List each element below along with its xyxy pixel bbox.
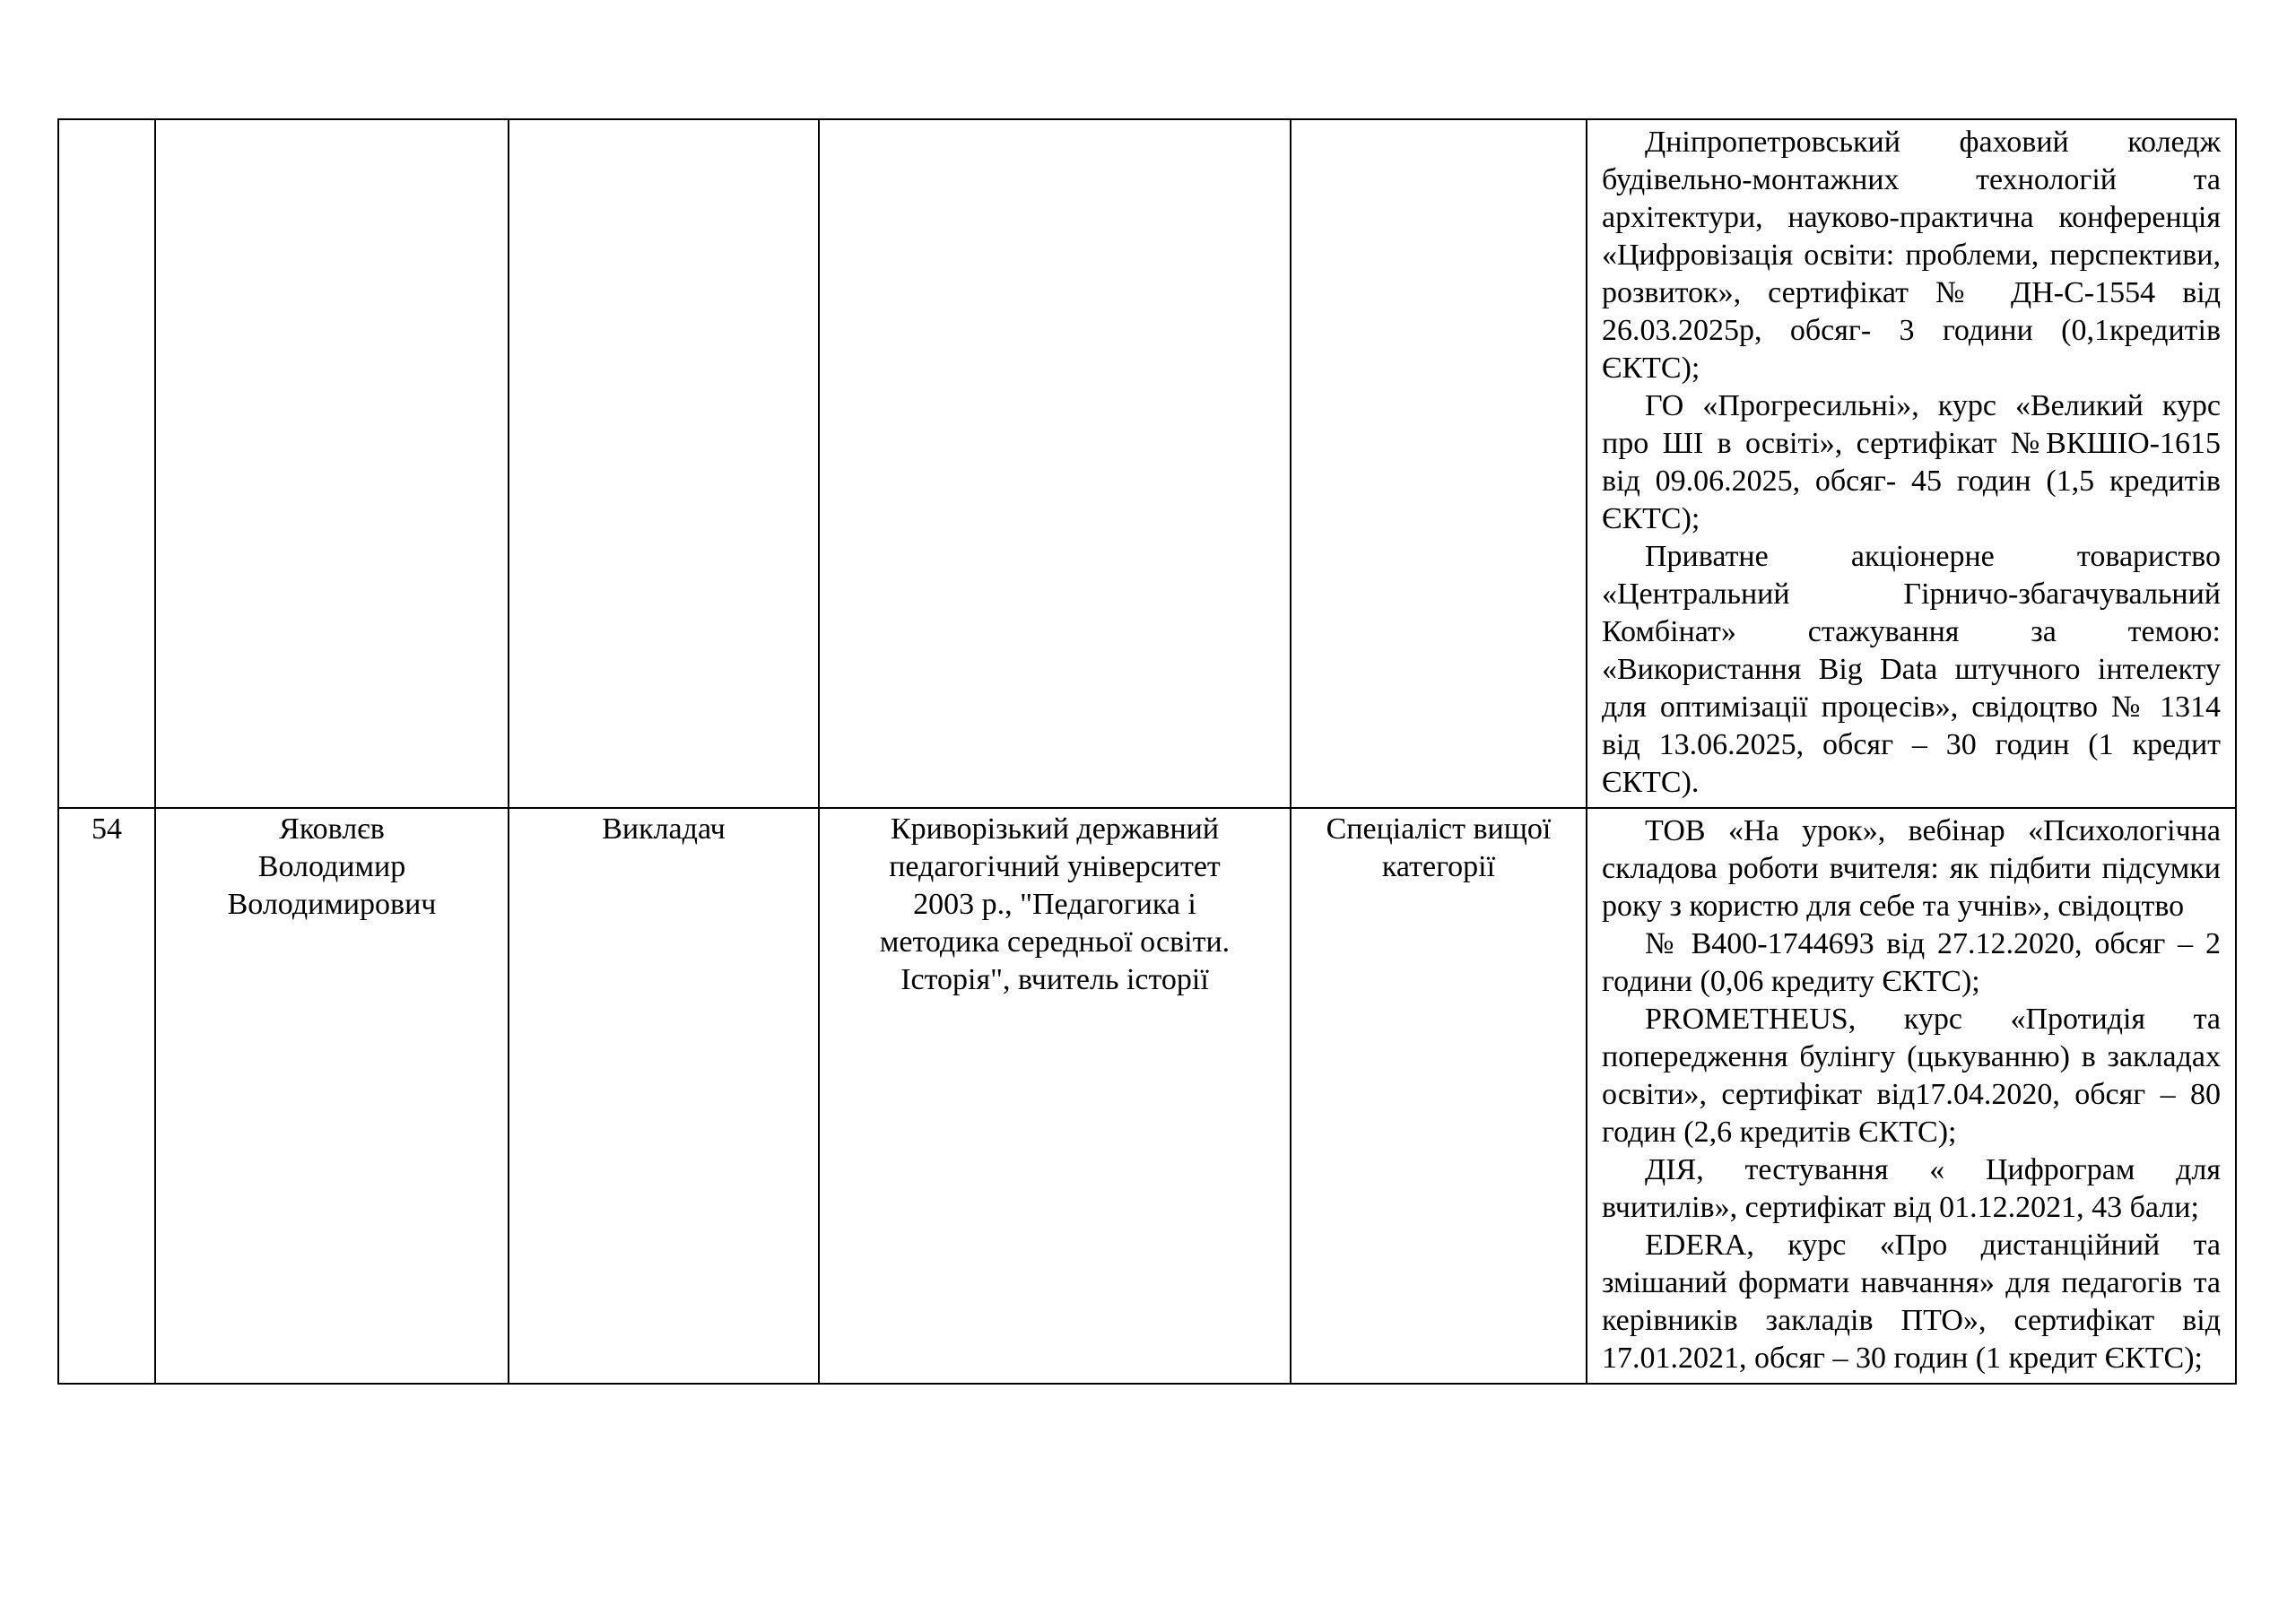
education-line: Історія", вчитель історії xyxy=(900,963,1209,996)
training-entry: ГО «Прогресильні», курс «Великий курс про ШІ в освіті», сертифікат №ВКШІО-1615 від 09.06.2025, обсяг- 45 годин (1,5 кредитів ЄКТС); xyxy=(1602,389,2221,535)
training-entry: ТОВ «На урок», вебінар «Психологічна складова роботи вчителя: як підбити підсумки року з користю для себе та учнів», свідоцтво xyxy=(1602,814,2221,923)
name-cell xyxy=(155,119,509,808)
education-cell xyxy=(819,808,1291,1384)
row-number-cell: 54 xyxy=(58,808,155,1384)
category-line: Спеціаліст вищої xyxy=(1326,812,1552,846)
first-name: Володимир xyxy=(257,850,406,883)
training-cell xyxy=(1587,119,2236,808)
category-cell xyxy=(1291,808,1587,1384)
training-entry: Приватне акціонерне товариство «Центральний Гірничо-збагачувальний Комбінат» стажування за темою: «Використання Big Data штучного інтелекту для оптимізації процесів», свідоцтво № 1314 від 13.06.2025, обсяг – 30 годин (1 кредит ЄКТС). xyxy=(1602,540,2221,799)
education-line: 2003 р., "Педагогика і xyxy=(913,888,1196,921)
patronymic: Володимирович xyxy=(227,888,437,921)
training-entry: EDERA, курс «Про дистанційний та змішаний формати навчання» для педагогів та керівників закладів ПТО», сертифікат від 17.01.2021, обсяг – 30 годин (1 кредит ЄКТС); xyxy=(1602,1229,2221,1375)
training-entry: PROMETHEUS, курс «Протидія та попередження булінгу (цькуванню) в закладах освіти», сертифікат від17.04.2020, обсяг – 80 годин (2,6 кредитів ЄКТС); xyxy=(1602,1003,2221,1149)
education-line: педагогічний університет xyxy=(889,850,1221,883)
education-line: методика середньої освіти. xyxy=(879,925,1231,959)
education-cell xyxy=(819,119,1291,808)
category-line: категорії xyxy=(1381,850,1496,883)
training-cell xyxy=(1587,808,2236,1384)
position-cell: Викладач xyxy=(509,808,819,1384)
surname: Яковлєв xyxy=(279,812,385,846)
training-entry: № В400-1744693 від 27.12.2020, обсяг – 2 години (0,06 кредиту ЄКТС); xyxy=(1602,927,2221,998)
training-entry: ДІЯ, тестування « Цифрограм для вчитилів», сертифікат від 01.12.2021, 43 бали; xyxy=(1602,1153,2221,1224)
position-cell xyxy=(509,119,819,808)
category-cell xyxy=(1291,119,1587,808)
row-number-cell xyxy=(58,119,155,808)
name-cell xyxy=(155,808,509,1384)
table-row xyxy=(58,808,2236,1384)
education-line: Криворізький державний xyxy=(890,812,1220,846)
training-entry: Дніпропетровський фаховий коледж будівельно-монтажних технологій та архітектури, науково-практична конференція «Цифровізація освіти: проблеми, перспективи, розвиток», сертифікат № ДН-С-1554 від 26.03.2025р, обсяг- 3 години (0,1кредитів ЄКТС); xyxy=(1602,126,2221,385)
table-row xyxy=(58,119,2236,808)
staff-qualification-table xyxy=(57,118,2237,1385)
